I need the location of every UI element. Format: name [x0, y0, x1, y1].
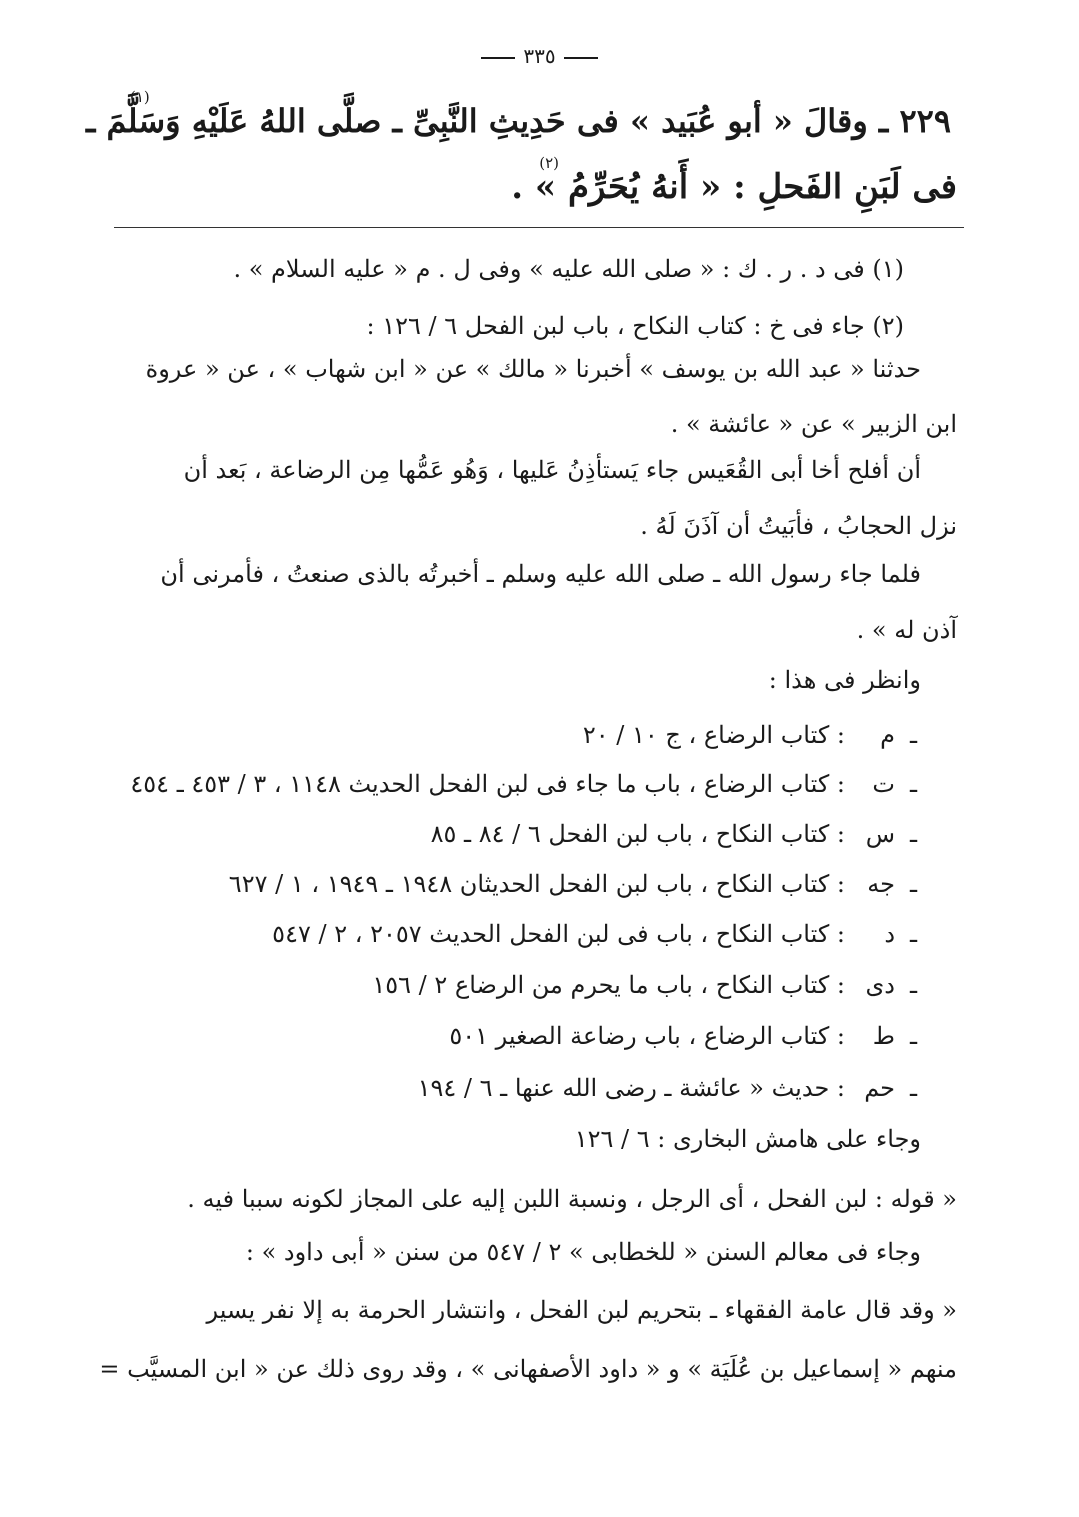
reference-text: : كتاب الرضاع ، ج ١٠ / ٢٠: [582, 721, 845, 749]
paragraph-line-2: ابن الزبير » عن « عائشة » .: [670, 410, 957, 438]
reference-text: : حديث « عائشة ـ رضى الله عنها ـ ٦ / ١٩٤: [417, 1074, 845, 1102]
paragraph-line-3: أن أفلح أخا أبى القُعَيس جاء يَستأذِنُ عَليها ، وَهُو عَمُّها مِن الرضاعة ، بَعد أن: [183, 456, 921, 484]
reference-text: : كتاب النكاح ، باب ما يحرم من الرضاع ٢ / ١٥٦: [372, 971, 845, 999]
reference-text: : كتاب النكاح ، باب لبن الفحل الحديثان ١٩٤٨ ـ ١٩٤٩ ، ١ / ٦٢٧: [228, 870, 845, 898]
reference-bullet: ـ: [909, 1074, 917, 1102]
closing-line-3: وجاء فى معالم السنن « للخطابى » ٢ / ٥٤٧ من سنن « أبى داود » :: [245, 1238, 921, 1266]
paragraph-line-4: نزل الحجابُ ، فأبَيتُ أن آذَنَ لَهُ .: [640, 512, 957, 540]
reference-bullet: ـ: [909, 770, 917, 798]
footnote-separator: [114, 227, 964, 228]
closing-line-4: « وقد قال عامة الفقهاء ـ بتحريم لبن الفحل ، وانتشار الحرمة به إلا نفر يسير: [206, 1296, 957, 1324]
reference-bullet: ـ: [909, 721, 917, 749]
page-number: [0, 44, 1079, 68]
reference-item: [130, 772, 917, 796]
paragraph-line-5: فلما جاء رسول الله ـ صلى الله عليه وسلم ـ أخبرتُه بالذى صنعتُ ، فأمرنى أن: [160, 560, 921, 588]
reference-item: [431, 822, 917, 846]
paragraph-line-1: حدثنا « عبد الله بن يوسف » أخبرنا « مالك » عن « ابن شهاب » ، عن « عروة: [145, 355, 921, 383]
reference-text: : كتاب الرضاع ، باب ما جاء فى لبن الفحل الحديث ١١٤٨ ، ٣ / ٤٥٣ ـ ٤٥٤: [130, 770, 845, 798]
reference-text: : كتاب النكاح ، باب لبن الفحل ٦ / ٨٤ ـ ٨٥: [430, 820, 845, 848]
entry-heading-line-1: [85, 102, 951, 140]
reference-key: س: [865, 820, 895, 848]
entry-heading-text-2: فى لَبَنِ الفَحلِ : « أَنهُ يُحَرِّمُ » .: [511, 167, 957, 207]
footnote-1: (١) فى د . ر . ك : « صلى الله عليه » وفى ل . م « عليه السلام » .: [233, 255, 904, 283]
footnote-marker-2: (٢): [539, 154, 559, 172]
reference-item: [229, 872, 917, 896]
paragraph-line-7: وانظر فى هذا :: [768, 666, 921, 694]
page-number-dash-right: [564, 57, 598, 59]
footnote-2: (٢) جاء فى خ : كتاب النكاح ، باب لبن الفحل ٦ / ١٢٦ :: [366, 312, 904, 340]
reference-bullet: ـ: [909, 920, 917, 948]
reference-key: دى: [865, 971, 895, 999]
reference-bullet: ـ: [909, 971, 917, 999]
reference-key: ت: [872, 770, 895, 798]
reference-key: ط: [872, 1022, 895, 1050]
footnote-marker-1: (١): [130, 88, 150, 106]
reference-key: جه: [867, 870, 895, 898]
reference-key: د: [884, 920, 895, 948]
reference-text: : كتاب الرضاع ، باب رضاعة الصغير ٥٠١: [449, 1022, 845, 1050]
reference-item: [372, 973, 917, 997]
closing-line-2: « قوله : لبن الفحل ، أى الرجل ، ونسبة اللبن إليه على المجاز لكونه سببا فيه .: [187, 1185, 957, 1213]
reference-key: حم: [864, 1074, 895, 1102]
paragraph-line-6: آذن له » .: [856, 616, 957, 644]
reference-bullet: ـ: [909, 870, 917, 898]
reference-text: : كتاب النكاح ، باب فى لبن الفحل الحديث ٢٠٥٧ ، ٢ / ٥٤٧: [272, 920, 845, 948]
reference-item: [449, 1024, 917, 1048]
entry-heading-text-1: ٢٢٩ ـ وقالَ « أبو عُبَيد » فى حَدِيثِ النَّبِىِّ ـ صلَّى اللهُ عَلَيْهِ وَسَلَّمَ ـ: [85, 102, 951, 140]
reference-item: [272, 922, 917, 946]
closing-line-1: وجاء على هامش البخارى : ٦ / ١٢٦: [574, 1125, 921, 1153]
page-number-dash-left: [481, 57, 515, 59]
page-number-text: ٣٣٥: [523, 44, 556, 68]
reference-bullet: ـ: [909, 820, 917, 848]
reference-bullet: ـ: [909, 1022, 917, 1050]
closing-line-5: منهم « إسماعيل بن عُلَيَة » و « داود الأصفهانى » ، وقد روى ذلك عن « ابن المسيَّب =: [99, 1355, 957, 1383]
reference-key: م: [880, 721, 895, 749]
entry-heading-line-2: [511, 167, 957, 207]
reference-item: [418, 1076, 917, 1100]
reference-item: [583, 723, 917, 747]
